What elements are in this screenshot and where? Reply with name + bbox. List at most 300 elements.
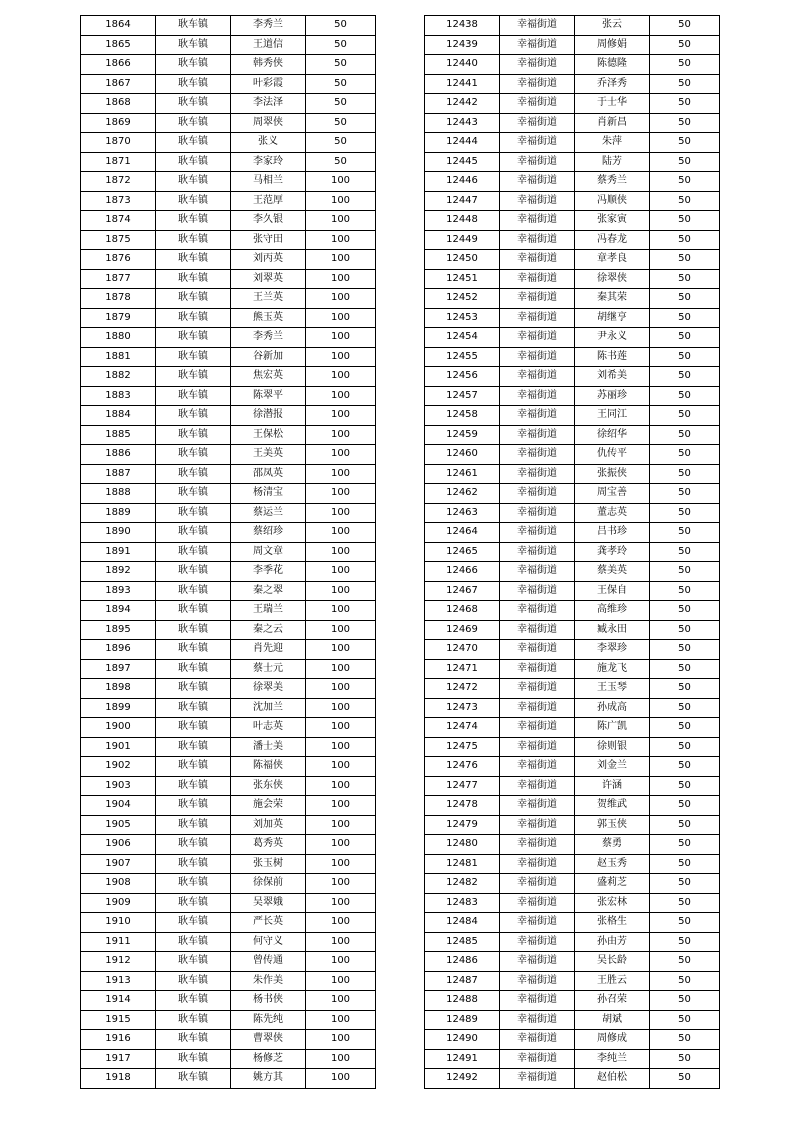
serial-number-cell: 12485 xyxy=(425,932,500,952)
recipient-table-right xyxy=(424,15,720,1089)
township-cell: 幸福街道 xyxy=(500,367,575,387)
table-row xyxy=(425,542,720,562)
township-cell: 幸福街道 xyxy=(500,562,575,582)
name-cell: 施龙飞 xyxy=(575,659,650,679)
amount-cell: 100 xyxy=(306,679,376,699)
name-cell: 于士华 xyxy=(575,94,650,114)
serial-number-cell: 12467 xyxy=(425,581,500,601)
table-row xyxy=(425,230,720,250)
township-cell: 幸福街道 xyxy=(500,737,575,757)
amount-cell: 100 xyxy=(306,250,376,270)
name-cell: 秦其荣 xyxy=(575,289,650,309)
amount-cell: 50 xyxy=(306,35,376,55)
table-row xyxy=(425,737,720,757)
name-cell: 孙由芳 xyxy=(575,932,650,952)
table-row xyxy=(81,523,376,543)
table-row xyxy=(81,796,376,816)
serial-number-cell: 1912 xyxy=(81,952,156,972)
name-cell: 刘丙英 xyxy=(231,250,306,270)
amount-cell: 100 xyxy=(306,484,376,504)
township-cell: 幸福街道 xyxy=(500,445,575,465)
serial-number-cell: 1911 xyxy=(81,932,156,952)
serial-number-cell: 12453 xyxy=(425,308,500,328)
township-cell: 耿车镇 xyxy=(156,815,231,835)
table-row xyxy=(81,55,376,75)
name-cell: 杨修芝 xyxy=(231,1049,306,1069)
table-row xyxy=(425,835,720,855)
serial-number-cell: 1880 xyxy=(81,328,156,348)
serial-number-cell: 12481 xyxy=(425,854,500,874)
table-row xyxy=(81,16,376,36)
township-cell: 耿车镇 xyxy=(156,1010,231,1030)
serial-number-cell: 12461 xyxy=(425,464,500,484)
name-cell: 徐保前 xyxy=(231,874,306,894)
amount-cell: 100 xyxy=(306,601,376,621)
amount-cell: 50 xyxy=(650,991,720,1011)
name-cell: 章孝良 xyxy=(575,250,650,270)
table-row xyxy=(425,425,720,445)
table-row xyxy=(425,523,720,543)
name-cell: 刘加英 xyxy=(231,815,306,835)
township-cell: 耿车镇 xyxy=(156,35,231,55)
table-row xyxy=(81,835,376,855)
township-cell: 耿车镇 xyxy=(156,659,231,679)
table-row xyxy=(425,718,720,738)
name-cell: 王道信 xyxy=(231,35,306,55)
table-row xyxy=(81,386,376,406)
name-cell: 刘金兰 xyxy=(575,757,650,777)
township-cell: 耿车镇 xyxy=(156,484,231,504)
name-cell: 李翠珍 xyxy=(575,640,650,660)
township-cell: 耿车镇 xyxy=(156,347,231,367)
amount-cell: 50 xyxy=(650,269,720,289)
township-cell: 耿车镇 xyxy=(156,698,231,718)
name-cell: 周翠侠 xyxy=(231,113,306,133)
table-row xyxy=(81,425,376,445)
serial-number-cell: 12470 xyxy=(425,640,500,660)
serial-number-cell: 1888 xyxy=(81,484,156,504)
township-cell: 耿车镇 xyxy=(156,289,231,309)
township-cell: 耿车镇 xyxy=(156,191,231,211)
name-cell: 徐则银 xyxy=(575,737,650,757)
name-cell: 蔡绍珍 xyxy=(231,523,306,543)
township-cell: 幸福街道 xyxy=(500,913,575,933)
name-cell: 张格生 xyxy=(575,913,650,933)
township-cell: 耿车镇 xyxy=(156,913,231,933)
table-row xyxy=(425,932,720,952)
table-row xyxy=(425,562,720,582)
township-cell: 耿车镇 xyxy=(156,328,231,348)
township-cell: 幸福街道 xyxy=(500,152,575,172)
serial-number-cell: 12457 xyxy=(425,386,500,406)
township-cell: 幸福街道 xyxy=(500,620,575,640)
township-cell: 耿车镇 xyxy=(156,1069,231,1089)
name-cell: 李秀兰 xyxy=(231,328,306,348)
name-cell: 臧永田 xyxy=(575,620,650,640)
amount-cell: 100 xyxy=(306,659,376,679)
table-row xyxy=(81,698,376,718)
township-cell: 幸福街道 xyxy=(500,698,575,718)
name-cell: 胡继亨 xyxy=(575,308,650,328)
name-cell: 吕书珍 xyxy=(575,523,650,543)
name-cell: 冯顺侠 xyxy=(575,191,650,211)
table-row xyxy=(81,659,376,679)
serial-number-cell: 1903 xyxy=(81,776,156,796)
amount-cell: 50 xyxy=(650,1049,720,1069)
name-cell: 肖先迎 xyxy=(231,640,306,660)
amount-cell: 100 xyxy=(306,523,376,543)
amount-cell: 100 xyxy=(306,854,376,874)
table-row xyxy=(425,191,720,211)
table-row xyxy=(425,815,720,835)
township-cell: 幸福街道 xyxy=(500,718,575,738)
name-cell: 王同江 xyxy=(575,406,650,426)
table-row xyxy=(425,601,720,621)
table-row xyxy=(81,289,376,309)
amount-cell: 50 xyxy=(650,757,720,777)
amount-cell: 50 xyxy=(306,74,376,94)
table-row xyxy=(425,289,720,309)
serial-number-cell: 1869 xyxy=(81,113,156,133)
name-cell: 曹翠侠 xyxy=(231,1030,306,1050)
name-cell: 叶彩霞 xyxy=(231,74,306,94)
table-row xyxy=(425,659,720,679)
serial-number-cell: 12447 xyxy=(425,191,500,211)
table-row xyxy=(425,874,720,894)
amount-cell: 50 xyxy=(650,796,720,816)
township-cell: 幸福街道 xyxy=(500,1049,575,1069)
amount-cell: 100 xyxy=(306,971,376,991)
township-cell: 幸福街道 xyxy=(500,776,575,796)
amount-cell: 100 xyxy=(306,620,376,640)
name-cell: 施会荣 xyxy=(231,796,306,816)
township-cell: 耿车镇 xyxy=(156,971,231,991)
table-row xyxy=(425,269,720,289)
table-row xyxy=(425,16,720,36)
name-cell: 尹永义 xyxy=(575,328,650,348)
serial-number-cell: 12468 xyxy=(425,601,500,621)
table-row xyxy=(81,581,376,601)
amount-cell: 50 xyxy=(650,874,720,894)
amount-cell: 50 xyxy=(650,1010,720,1030)
amount-cell: 50 xyxy=(650,16,720,36)
name-cell: 李季花 xyxy=(231,562,306,582)
amount-cell: 50 xyxy=(650,835,720,855)
serial-number-cell: 1885 xyxy=(81,425,156,445)
amount-cell: 50 xyxy=(650,152,720,172)
township-cell: 耿车镇 xyxy=(156,601,231,621)
township-cell: 幸福街道 xyxy=(500,991,575,1011)
serial-number-cell: 1894 xyxy=(81,601,156,621)
serial-number-cell: 1882 xyxy=(81,367,156,387)
name-cell: 蔡美英 xyxy=(575,562,650,582)
amount-cell: 50 xyxy=(650,893,720,913)
township-cell: 幸福街道 xyxy=(500,679,575,699)
amount-cell: 100 xyxy=(306,893,376,913)
serial-number-cell: 12446 xyxy=(425,172,500,192)
name-cell: 蔡运兰 xyxy=(231,503,306,523)
township-cell: 幸福街道 xyxy=(500,503,575,523)
name-cell: 赵伯松 xyxy=(575,1069,650,1089)
table-row xyxy=(81,952,376,972)
township-cell: 幸福街道 xyxy=(500,308,575,328)
township-cell: 幸福街道 xyxy=(500,211,575,231)
amount-cell: 100 xyxy=(306,776,376,796)
township-cell: 耿车镇 xyxy=(156,503,231,523)
township-cell: 耿车镇 xyxy=(156,308,231,328)
table-row xyxy=(81,971,376,991)
serial-number-cell: 1895 xyxy=(81,620,156,640)
township-cell: 幸福街道 xyxy=(500,74,575,94)
table-row xyxy=(81,347,376,367)
amount-cell: 100 xyxy=(306,698,376,718)
name-cell: 蔡秀兰 xyxy=(575,172,650,192)
table-row xyxy=(81,464,376,484)
table-row xyxy=(425,971,720,991)
township-cell: 幸福街道 xyxy=(500,971,575,991)
amount-cell: 50 xyxy=(650,250,720,270)
serial-number-cell: 1907 xyxy=(81,854,156,874)
township-cell: 耿车镇 xyxy=(156,16,231,36)
table-row xyxy=(425,308,720,328)
amount-cell: 50 xyxy=(650,523,720,543)
table-row xyxy=(425,698,720,718)
amount-cell: 100 xyxy=(306,1069,376,1089)
name-cell: 沈加兰 xyxy=(231,698,306,718)
serial-number-cell: 12445 xyxy=(425,152,500,172)
name-cell: 秦之翠 xyxy=(231,581,306,601)
table-row xyxy=(425,1069,720,1089)
serial-number-cell: 1905 xyxy=(81,815,156,835)
township-cell: 耿车镇 xyxy=(156,230,231,250)
name-cell: 张东侠 xyxy=(231,776,306,796)
township-cell: 幸福街道 xyxy=(500,640,575,660)
name-cell: 贺维武 xyxy=(575,796,650,816)
amount-cell: 50 xyxy=(650,815,720,835)
name-cell: 陈广凯 xyxy=(575,718,650,738)
name-cell: 董志英 xyxy=(575,503,650,523)
table-row xyxy=(81,367,376,387)
serial-number-cell: 12451 xyxy=(425,269,500,289)
name-cell: 乔泽秀 xyxy=(575,74,650,94)
table-row xyxy=(81,406,376,426)
amount-cell: 100 xyxy=(306,503,376,523)
name-cell: 王玉琴 xyxy=(575,679,650,699)
table-row xyxy=(81,893,376,913)
amount-cell: 50 xyxy=(650,425,720,445)
township-cell: 幸福街道 xyxy=(500,16,575,36)
township-cell: 耿车镇 xyxy=(156,737,231,757)
serial-number-cell: 1864 xyxy=(81,16,156,36)
table-row xyxy=(81,991,376,1011)
serial-number-cell: 1871 xyxy=(81,152,156,172)
township-cell: 幸福街道 xyxy=(500,289,575,309)
table-row xyxy=(425,74,720,94)
serial-number-cell: 1897 xyxy=(81,659,156,679)
township-cell: 幸福街道 xyxy=(500,952,575,972)
name-cell: 杨清宝 xyxy=(231,484,306,504)
amount-cell: 100 xyxy=(306,269,376,289)
table-row xyxy=(425,1010,720,1030)
name-cell: 张守田 xyxy=(231,230,306,250)
serial-number-cell: 1916 xyxy=(81,1030,156,1050)
amount-cell: 100 xyxy=(306,308,376,328)
township-cell: 耿车镇 xyxy=(156,776,231,796)
serial-number-cell: 1867 xyxy=(81,74,156,94)
amount-cell: 100 xyxy=(306,386,376,406)
township-cell: 幸福街道 xyxy=(500,269,575,289)
serial-number-cell: 1908 xyxy=(81,874,156,894)
township-cell: 耿车镇 xyxy=(156,620,231,640)
amount-cell: 50 xyxy=(650,1030,720,1050)
serial-number-cell: 12472 xyxy=(425,679,500,699)
table-row xyxy=(81,1069,376,1089)
amount-cell: 100 xyxy=(306,464,376,484)
amount-cell: 50 xyxy=(650,971,720,991)
table-row xyxy=(425,464,720,484)
name-cell: 许涵 xyxy=(575,776,650,796)
serial-number-cell: 12454 xyxy=(425,328,500,348)
township-cell: 耿车镇 xyxy=(156,679,231,699)
name-cell: 冯春龙 xyxy=(575,230,650,250)
township-cell: 幸福街道 xyxy=(500,854,575,874)
township-cell: 耿车镇 xyxy=(156,55,231,75)
amount-cell: 50 xyxy=(650,737,720,757)
township-cell: 幸福街道 xyxy=(500,523,575,543)
table-row xyxy=(425,796,720,816)
township-cell: 幸福街道 xyxy=(500,484,575,504)
township-cell: 幸福街道 xyxy=(500,893,575,913)
serial-number-cell: 1899 xyxy=(81,698,156,718)
township-cell: 耿车镇 xyxy=(156,874,231,894)
township-cell: 耿车镇 xyxy=(156,74,231,94)
amount-cell: 50 xyxy=(650,854,720,874)
township-cell: 幸福街道 xyxy=(500,601,575,621)
amount-cell: 100 xyxy=(306,211,376,231)
amount-cell: 50 xyxy=(650,367,720,387)
amount-cell: 100 xyxy=(306,757,376,777)
amount-cell: 50 xyxy=(650,406,720,426)
table-row xyxy=(425,367,720,387)
serial-number-cell: 12439 xyxy=(425,35,500,55)
serial-number-cell: 1868 xyxy=(81,94,156,114)
serial-number-cell: 12476 xyxy=(425,757,500,777)
amount-cell: 50 xyxy=(650,464,720,484)
name-cell: 张振侠 xyxy=(575,464,650,484)
table-row xyxy=(425,113,720,133)
township-cell: 幸福街道 xyxy=(500,659,575,679)
township-cell: 幸福街道 xyxy=(500,425,575,445)
name-cell: 徐翠美 xyxy=(231,679,306,699)
name-cell: 谷新加 xyxy=(231,347,306,367)
name-cell: 孙成高 xyxy=(575,698,650,718)
serial-number-cell: 1915 xyxy=(81,1010,156,1030)
table-row xyxy=(425,952,720,972)
township-cell: 幸福街道 xyxy=(500,35,575,55)
amount-cell: 50 xyxy=(650,308,720,328)
amount-cell: 50 xyxy=(306,133,376,153)
township-cell: 幸福街道 xyxy=(500,55,575,75)
name-cell: 张玉树 xyxy=(231,854,306,874)
amount-cell: 50 xyxy=(650,562,720,582)
name-cell: 胡斌 xyxy=(575,1010,650,1030)
table-row xyxy=(425,211,720,231)
name-cell: 王兰英 xyxy=(231,289,306,309)
township-cell: 幸福街道 xyxy=(500,133,575,153)
serial-number-cell: 1914 xyxy=(81,991,156,1011)
name-cell: 徐翠侠 xyxy=(575,269,650,289)
name-cell: 刘希美 xyxy=(575,367,650,387)
amount-cell: 50 xyxy=(650,718,720,738)
township-cell: 幸福街道 xyxy=(500,932,575,952)
serial-number-cell: 1878 xyxy=(81,289,156,309)
name-cell: 高维珍 xyxy=(575,601,650,621)
serial-number-cell: 1900 xyxy=(81,718,156,738)
amount-cell: 50 xyxy=(650,172,720,192)
serial-number-cell: 1881 xyxy=(81,347,156,367)
table-row xyxy=(81,133,376,153)
township-cell: 耿车镇 xyxy=(156,854,231,874)
serial-number-cell: 12474 xyxy=(425,718,500,738)
township-cell: 耿车镇 xyxy=(156,562,231,582)
amount-cell: 100 xyxy=(306,562,376,582)
table-row xyxy=(425,679,720,699)
township-cell: 幸福街道 xyxy=(500,230,575,250)
name-cell: 蔡士元 xyxy=(231,659,306,679)
name-cell: 王保自 xyxy=(575,581,650,601)
amount-cell: 50 xyxy=(650,503,720,523)
name-cell: 杨书侠 xyxy=(231,991,306,1011)
township-cell: 耿车镇 xyxy=(156,94,231,114)
township-cell: 幸福街道 xyxy=(500,542,575,562)
township-cell: 耿车镇 xyxy=(156,640,231,660)
table-row xyxy=(425,386,720,406)
serial-number-cell: 12450 xyxy=(425,250,500,270)
name-cell: 李家玲 xyxy=(231,152,306,172)
serial-number-cell: 12456 xyxy=(425,367,500,387)
table-row xyxy=(425,484,720,504)
name-cell: 张义 xyxy=(231,133,306,153)
serial-number-cell: 12442 xyxy=(425,94,500,114)
amount-cell: 100 xyxy=(306,932,376,952)
table-row xyxy=(425,347,720,367)
township-cell: 耿车镇 xyxy=(156,133,231,153)
name-cell: 肖新昌 xyxy=(575,113,650,133)
amount-cell: 50 xyxy=(650,386,720,406)
table-row xyxy=(81,250,376,270)
amount-cell: 100 xyxy=(306,230,376,250)
township-cell: 耿车镇 xyxy=(156,991,231,1011)
recipient-table-left xyxy=(80,15,376,1089)
amount-cell: 100 xyxy=(306,542,376,562)
township-cell: 幸福街道 xyxy=(500,1069,575,1089)
serial-number-cell: 12469 xyxy=(425,620,500,640)
name-cell: 李久银 xyxy=(231,211,306,231)
township-cell: 耿车镇 xyxy=(156,113,231,133)
serial-number-cell: 12452 xyxy=(425,289,500,309)
serial-number-cell: 12479 xyxy=(425,815,500,835)
amount-cell: 100 xyxy=(306,425,376,445)
township-cell: 耿车镇 xyxy=(156,386,231,406)
serial-number-cell: 1875 xyxy=(81,230,156,250)
table-row xyxy=(425,893,720,913)
amount-cell: 50 xyxy=(650,581,720,601)
township-cell: 耿车镇 xyxy=(156,152,231,172)
serial-number-cell: 12464 xyxy=(425,523,500,543)
amount-cell: 100 xyxy=(306,874,376,894)
table-row xyxy=(81,152,376,172)
name-cell: 蔡勇 xyxy=(575,835,650,855)
